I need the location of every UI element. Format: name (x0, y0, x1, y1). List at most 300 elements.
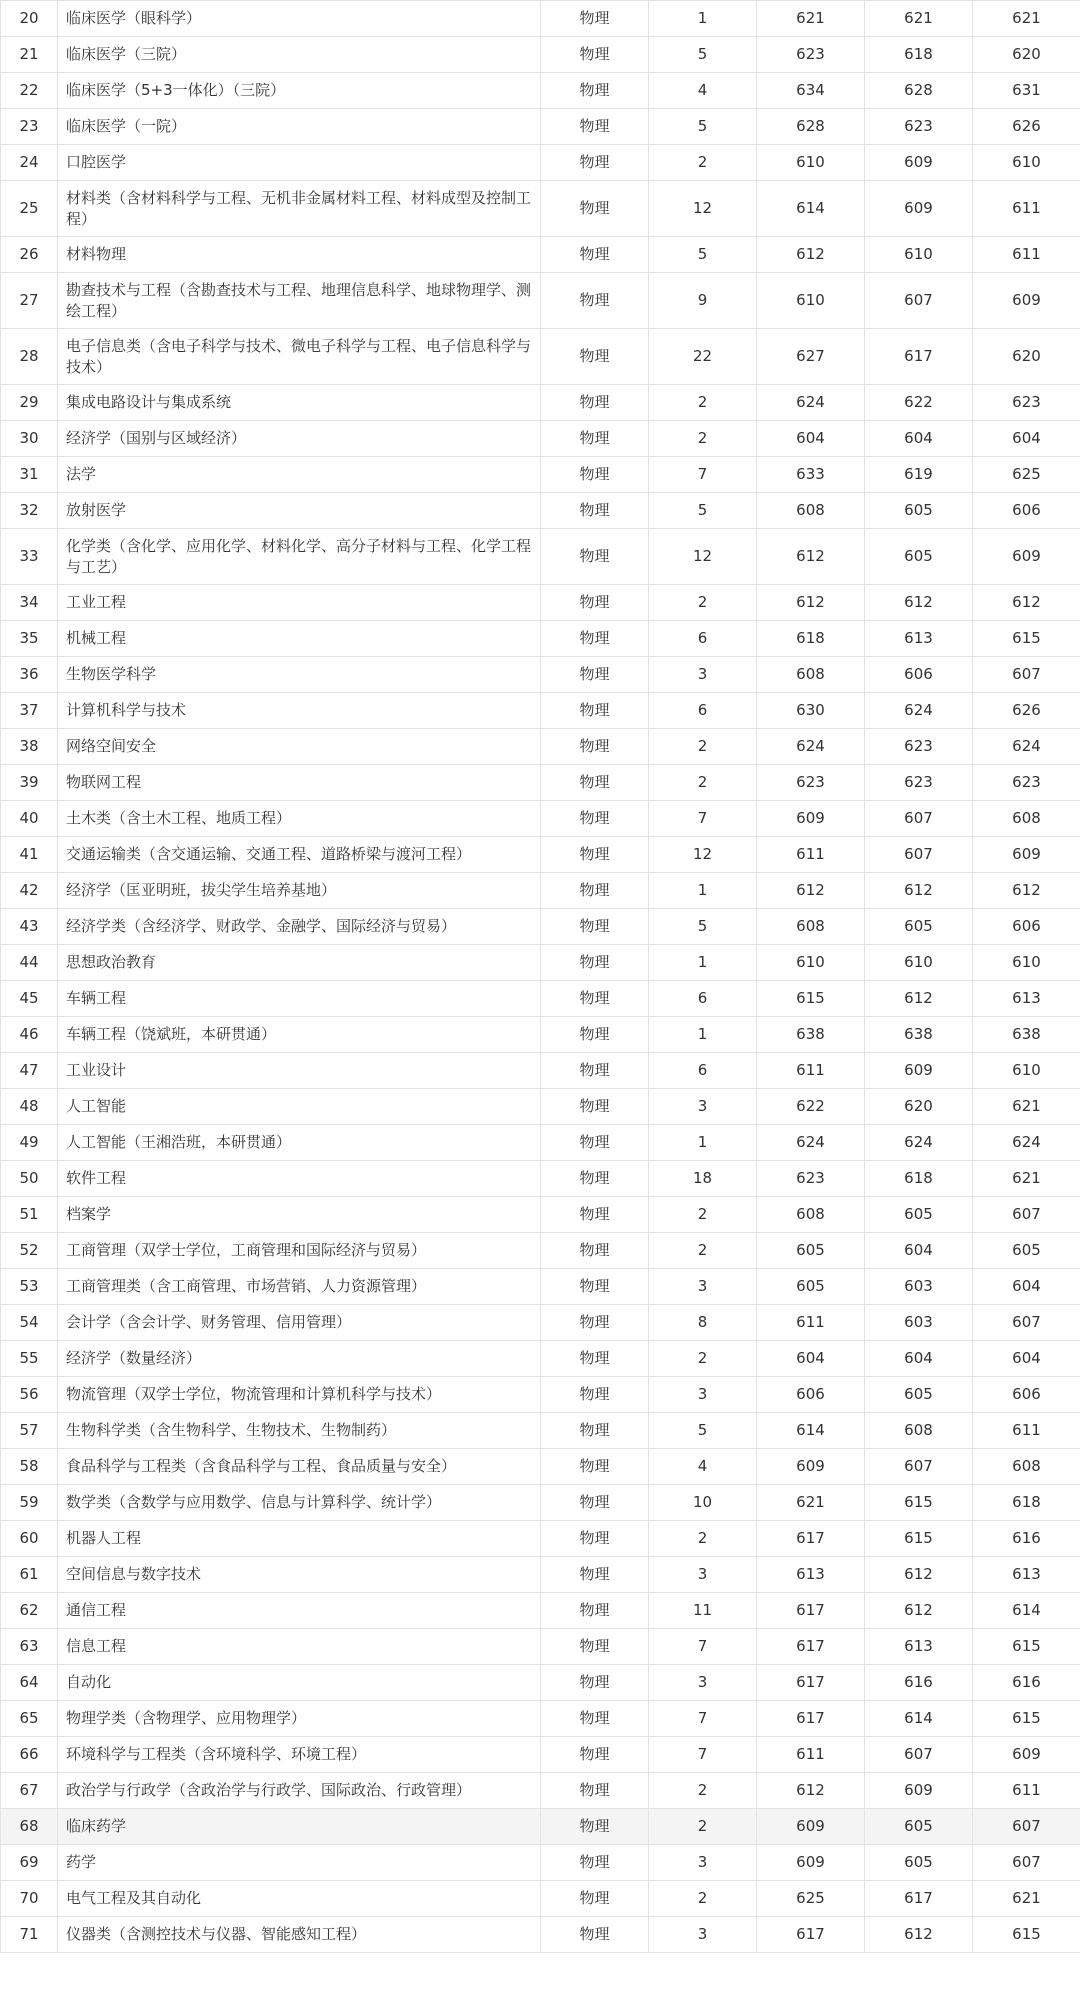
row-number-cell: 33 (1, 529, 58, 585)
row-number-cell: 54 (1, 1305, 58, 1341)
major-name-cell: 物联网工程 (58, 765, 541, 801)
table-row (1, 421, 1080, 457)
row-number-cell: 30 (1, 421, 58, 457)
plan-count-cell: 4 (649, 1449, 757, 1485)
subject-cell: 物理 (541, 1809, 649, 1845)
row-number-cell: 63 (1, 1629, 58, 1665)
table-row (1, 801, 1080, 837)
avg-score-cell: 631 (973, 73, 1080, 109)
table-row (1, 1089, 1080, 1125)
row-number-cell: 53 (1, 1269, 58, 1305)
table-row (1, 1197, 1080, 1233)
avg-score-cell: 616 (973, 1665, 1080, 1701)
subject-cell: 物理 (541, 873, 649, 909)
subject-cell: 物理 (541, 1053, 649, 1089)
plan-count-cell: 5 (649, 109, 757, 145)
avg-score-cell: 612 (973, 873, 1080, 909)
max-score-cell: 608 (757, 1197, 865, 1233)
max-score-cell: 612 (757, 529, 865, 585)
table-row (1, 1773, 1080, 1809)
subject-cell: 物理 (541, 421, 649, 457)
subject-cell: 物理 (541, 585, 649, 621)
plan-count-cell: 2 (649, 1773, 757, 1809)
plan-count-cell: 4 (649, 73, 757, 109)
max-score-cell: 622 (757, 1089, 865, 1125)
row-number-cell: 70 (1, 1881, 58, 1917)
max-score-cell: 612 (757, 873, 865, 909)
row-number-cell: 71 (1, 1917, 58, 1953)
row-number-cell: 68 (1, 1809, 58, 1845)
plan-count-cell: 2 (649, 1521, 757, 1557)
major-name-cell: 经济学类（含经济学、财政学、金融学、国际经济与贸易） (58, 909, 541, 945)
max-score-cell: 617 (757, 1701, 865, 1737)
major-name-cell: 材料物理 (58, 237, 541, 273)
max-score-cell: 610 (757, 273, 865, 329)
subject-cell: 物理 (541, 237, 649, 273)
major-name-cell: 政治学与行政学（含政治学与行政学、国际政治、行政管理） (58, 1773, 541, 1809)
major-name-cell: 通信工程 (58, 1593, 541, 1629)
avg-score-cell: 604 (973, 1269, 1080, 1305)
avg-score-cell: 610 (973, 1053, 1080, 1089)
table-row (1, 765, 1080, 801)
plan-count-cell: 2 (649, 585, 757, 621)
plan-count-cell: 7 (649, 1701, 757, 1737)
subject-cell: 物理 (541, 1557, 649, 1593)
subject-cell: 物理 (541, 73, 649, 109)
avg-score-cell: 608 (973, 1449, 1080, 1485)
min-score-cell: 609 (865, 1053, 973, 1089)
table-row (1, 837, 1080, 873)
row-number-cell: 28 (1, 329, 58, 385)
avg-score-cell: 615 (973, 1701, 1080, 1737)
min-score-cell: 605 (865, 1377, 973, 1413)
avg-score-cell: 610 (973, 945, 1080, 981)
major-name-cell: 档案学 (58, 1197, 541, 1233)
avg-score-cell: 607 (973, 657, 1080, 693)
table-row (1, 1125, 1080, 1161)
subject-cell: 物理 (541, 1377, 649, 1413)
major-name-cell: 环境科学与工程类（含环境科学、环境工程） (58, 1737, 541, 1773)
subject-cell: 物理 (541, 693, 649, 729)
plan-count-cell: 3 (649, 1377, 757, 1413)
subject-cell: 物理 (541, 1125, 649, 1161)
avg-score-cell: 625 (973, 457, 1080, 493)
min-score-cell: 614 (865, 1701, 973, 1737)
max-score-cell: 604 (757, 421, 865, 457)
subject-cell: 物理 (541, 1917, 649, 1953)
avg-score-cell: 611 (973, 181, 1080, 237)
min-score-cell: 628 (865, 73, 973, 109)
row-number-cell: 55 (1, 1341, 58, 1377)
major-name-cell: 临床医学（一院） (58, 109, 541, 145)
subject-cell: 物理 (541, 329, 649, 385)
min-score-cell: 612 (865, 585, 973, 621)
plan-count-cell: 7 (649, 801, 757, 837)
plan-count-cell: 2 (649, 385, 757, 421)
table-body (1, 1, 1080, 1953)
major-name-cell: 经济学（数量经济） (58, 1341, 541, 1377)
plan-count-cell: 5 (649, 1413, 757, 1449)
row-number-cell: 39 (1, 765, 58, 801)
subject-cell: 物理 (541, 1269, 649, 1305)
max-score-cell: 613 (757, 1557, 865, 1593)
avg-score-cell: 605 (973, 1233, 1080, 1269)
major-name-cell: 仪器类（含测控技术与仪器、智能感知工程） (58, 1917, 541, 1953)
min-score-cell: 616 (865, 1665, 973, 1701)
subject-cell: 物理 (541, 1485, 649, 1521)
avg-score-cell: 609 (973, 1737, 1080, 1773)
avg-score-cell: 611 (973, 1773, 1080, 1809)
table-row (1, 385, 1080, 421)
plan-count-cell: 12 (649, 529, 757, 585)
major-name-cell: 经济学（匡亚明班，拔尖学生培养基地） (58, 873, 541, 909)
row-number-cell: 42 (1, 873, 58, 909)
row-number-cell: 59 (1, 1485, 58, 1521)
subject-cell: 物理 (541, 1449, 649, 1485)
major-name-cell: 软件工程 (58, 1161, 541, 1197)
min-score-cell: 603 (865, 1269, 973, 1305)
max-score-cell: 624 (757, 1125, 865, 1161)
max-score-cell: 608 (757, 493, 865, 529)
table-row (1, 1665, 1080, 1701)
major-name-cell: 药学 (58, 1845, 541, 1881)
table-row (1, 1161, 1080, 1197)
major-name-cell: 机器人工程 (58, 1521, 541, 1557)
row-number-cell: 51 (1, 1197, 58, 1233)
max-score-cell: 621 (757, 1, 865, 37)
plan-count-cell: 3 (649, 1845, 757, 1881)
subject-cell: 物理 (541, 765, 649, 801)
table-row (1, 329, 1080, 385)
plan-count-cell: 12 (649, 837, 757, 873)
plan-count-cell: 6 (649, 981, 757, 1017)
major-name-cell: 思想政治教育 (58, 945, 541, 981)
table-row (1, 693, 1080, 729)
table-row (1, 621, 1080, 657)
avg-score-cell: 608 (973, 801, 1080, 837)
row-number-cell: 60 (1, 1521, 58, 1557)
max-score-cell: 609 (757, 1449, 865, 1485)
table-row (1, 145, 1080, 181)
min-score-cell: 608 (865, 1413, 973, 1449)
row-number-cell: 32 (1, 493, 58, 529)
subject-cell: 物理 (541, 273, 649, 329)
max-score-cell: 625 (757, 1881, 865, 1917)
avg-score-cell: 615 (973, 1917, 1080, 1953)
table-row (1, 1593, 1080, 1629)
min-score-cell: 613 (865, 621, 973, 657)
avg-score-cell: 624 (973, 729, 1080, 765)
subject-cell: 物理 (541, 457, 649, 493)
plan-count-cell: 7 (649, 1629, 757, 1665)
plan-count-cell: 1 (649, 945, 757, 981)
avg-score-cell: 615 (973, 621, 1080, 657)
min-score-cell: 623 (865, 109, 973, 145)
plan-count-cell: 1 (649, 873, 757, 909)
subject-cell: 物理 (541, 945, 649, 981)
avg-score-cell: 609 (973, 837, 1080, 873)
max-score-cell: 605 (757, 1233, 865, 1269)
avg-score-cell: 623 (973, 385, 1080, 421)
avg-score-cell: 621 (973, 1161, 1080, 1197)
table-row (1, 1305, 1080, 1341)
max-score-cell: 605 (757, 1269, 865, 1305)
major-name-cell: 工业设计 (58, 1053, 541, 1089)
table-row (1, 529, 1080, 585)
min-score-cell: 615 (865, 1521, 973, 1557)
max-score-cell: 623 (757, 37, 865, 73)
subject-cell: 物理 (541, 1701, 649, 1737)
subject-cell: 物理 (541, 181, 649, 237)
table-row (1, 109, 1080, 145)
plan-count-cell: 1 (649, 1017, 757, 1053)
max-score-cell: 617 (757, 1917, 865, 1953)
min-score-cell: 623 (865, 729, 973, 765)
table-row (1, 1629, 1080, 1665)
row-number-cell: 66 (1, 1737, 58, 1773)
subject-cell: 物理 (541, 1881, 649, 1917)
min-score-cell: 624 (865, 1125, 973, 1161)
subject-cell: 物理 (541, 729, 649, 765)
plan-count-cell: 5 (649, 237, 757, 273)
major-name-cell: 自动化 (58, 1665, 541, 1701)
max-score-cell: 621 (757, 1485, 865, 1521)
table-row (1, 873, 1080, 909)
major-name-cell: 口腔医学 (58, 145, 541, 181)
min-score-cell: 618 (865, 37, 973, 73)
max-score-cell: 615 (757, 981, 865, 1017)
avg-score-cell: 604 (973, 421, 1080, 457)
table-row (1, 981, 1080, 1017)
avg-score-cell: 612 (973, 585, 1080, 621)
table-row (1, 273, 1080, 329)
max-score-cell: 612 (757, 1773, 865, 1809)
plan-count-cell: 3 (649, 1665, 757, 1701)
subject-cell: 物理 (541, 837, 649, 873)
subject-cell: 物理 (541, 1737, 649, 1773)
min-score-cell: 605 (865, 1197, 973, 1233)
plan-count-cell: 2 (649, 1197, 757, 1233)
major-name-cell: 工业工程 (58, 585, 541, 621)
min-score-cell: 604 (865, 1341, 973, 1377)
max-score-cell: 611 (757, 1053, 865, 1089)
major-name-cell: 化学类（含化学、应用化学、材料化学、高分子材料与工程、化学工程与工艺） (58, 529, 541, 585)
table-row (1, 1, 1080, 37)
subject-cell: 物理 (541, 621, 649, 657)
min-score-cell: 619 (865, 457, 973, 493)
table-row (1, 37, 1080, 73)
min-score-cell: 617 (865, 329, 973, 385)
plan-count-cell: 11 (649, 1593, 757, 1629)
subject-cell: 物理 (541, 1305, 649, 1341)
max-score-cell: 611 (757, 1737, 865, 1773)
avg-score-cell: 607 (973, 1809, 1080, 1845)
subject-cell: 物理 (541, 1089, 649, 1125)
row-number-cell: 31 (1, 457, 58, 493)
avg-score-cell: 623 (973, 765, 1080, 801)
major-name-cell: 工商管理类（含工商管理、市场营销、人力资源管理） (58, 1269, 541, 1305)
major-name-cell: 经济学（国别与区域经济） (58, 421, 541, 457)
row-number-cell: 21 (1, 37, 58, 73)
table-row (1, 237, 1080, 273)
min-score-cell: 612 (865, 1917, 973, 1953)
row-number-cell: 41 (1, 837, 58, 873)
subject-cell: 物理 (541, 1665, 649, 1701)
min-score-cell: 622 (865, 385, 973, 421)
row-number-cell: 38 (1, 729, 58, 765)
major-name-cell: 物流管理（双学士学位，物流管理和计算机科学与技术） (58, 1377, 541, 1413)
row-number-cell: 48 (1, 1089, 58, 1125)
max-score-cell: 617 (757, 1629, 865, 1665)
min-score-cell: 604 (865, 1233, 973, 1269)
avg-score-cell: 606 (973, 493, 1080, 529)
subject-cell: 物理 (541, 1, 649, 37)
min-score-cell: 623 (865, 765, 973, 801)
row-number-cell: 44 (1, 945, 58, 981)
major-name-cell: 临床医学（眼科学） (58, 1, 541, 37)
plan-count-cell: 1 (649, 1, 757, 37)
major-name-cell: 临床医学（5+3一体化）（三院） (58, 73, 541, 109)
avg-score-cell: 626 (973, 109, 1080, 145)
plan-count-cell: 5 (649, 493, 757, 529)
row-number-cell: 27 (1, 273, 58, 329)
plan-count-cell: 5 (649, 37, 757, 73)
subject-cell: 物理 (541, 909, 649, 945)
min-score-cell: 618 (865, 1161, 973, 1197)
avg-score-cell: 620 (973, 329, 1080, 385)
major-name-cell: 人工智能 (58, 1089, 541, 1125)
major-name-cell: 临床医学（三院） (58, 37, 541, 73)
min-score-cell: 609 (865, 145, 973, 181)
major-name-cell: 放射医学 (58, 493, 541, 529)
max-score-cell: 608 (757, 909, 865, 945)
major-name-cell: 空间信息与数字技术 (58, 1557, 541, 1593)
row-number-cell: 50 (1, 1161, 58, 1197)
major-name-cell: 工商管理（双学士学位，工商管理和国际经济与贸易） (58, 1233, 541, 1269)
major-name-cell: 电气工程及其自动化 (58, 1881, 541, 1917)
plan-count-cell: 18 (649, 1161, 757, 1197)
row-number-cell: 47 (1, 1053, 58, 1089)
subject-cell: 物理 (541, 1413, 649, 1449)
min-score-cell: 606 (865, 657, 973, 693)
plan-count-cell: 7 (649, 457, 757, 493)
min-score-cell: 605 (865, 1845, 973, 1881)
max-score-cell: 608 (757, 657, 865, 693)
table-row (1, 1809, 1080, 1845)
subject-cell: 物理 (541, 529, 649, 585)
avg-score-cell: 621 (973, 1881, 1080, 1917)
table-row (1, 657, 1080, 693)
subject-cell: 物理 (541, 493, 649, 529)
row-number-cell: 34 (1, 585, 58, 621)
row-number-cell: 49 (1, 1125, 58, 1161)
max-score-cell: 633 (757, 457, 865, 493)
avg-score-cell: 611 (973, 237, 1080, 273)
plan-count-cell: 2 (649, 1341, 757, 1377)
min-score-cell: 605 (865, 1809, 973, 1845)
table-row (1, 1017, 1080, 1053)
max-score-cell: 617 (757, 1593, 865, 1629)
max-score-cell: 604 (757, 1341, 865, 1377)
avg-score-cell: 616 (973, 1521, 1080, 1557)
table-row (1, 585, 1080, 621)
plan-count-cell: 10 (649, 1485, 757, 1521)
min-score-cell: 605 (865, 529, 973, 585)
major-name-cell: 信息工程 (58, 1629, 541, 1665)
avg-score-cell: 626 (973, 693, 1080, 729)
max-score-cell: 614 (757, 1413, 865, 1449)
min-score-cell: 605 (865, 909, 973, 945)
major-name-cell: 机械工程 (58, 621, 541, 657)
table-row (1, 1269, 1080, 1305)
max-score-cell: 638 (757, 1017, 865, 1053)
row-number-cell: 46 (1, 1017, 58, 1053)
major-name-cell: 计算机科学与技术 (58, 693, 541, 729)
major-name-cell: 食品科学与工程类（含食品科学与工程、食品质量与安全） (58, 1449, 541, 1485)
min-score-cell: 612 (865, 1557, 973, 1593)
min-score-cell: 603 (865, 1305, 973, 1341)
plan-count-cell: 3 (649, 1089, 757, 1125)
max-score-cell: 609 (757, 1809, 865, 1845)
row-number-cell: 57 (1, 1413, 58, 1449)
max-score-cell: 630 (757, 693, 865, 729)
min-score-cell: 620 (865, 1089, 973, 1125)
table-row (1, 1485, 1080, 1521)
major-name-cell: 勘查技术与工程（含勘查技术与工程、地理信息科学、地球物理学、测绘工程） (58, 273, 541, 329)
subject-cell: 物理 (541, 1233, 649, 1269)
avg-score-cell: 638 (973, 1017, 1080, 1053)
min-score-cell: 607 (865, 837, 973, 873)
min-score-cell: 607 (865, 1449, 973, 1485)
min-score-cell: 638 (865, 1017, 973, 1053)
max-score-cell: 627 (757, 329, 865, 385)
row-number-cell: 62 (1, 1593, 58, 1629)
row-number-cell: 25 (1, 181, 58, 237)
avg-score-cell: 624 (973, 1125, 1080, 1161)
max-score-cell: 634 (757, 73, 865, 109)
max-score-cell: 617 (757, 1521, 865, 1557)
row-number-cell: 65 (1, 1701, 58, 1737)
major-name-cell: 法学 (58, 457, 541, 493)
row-number-cell: 24 (1, 145, 58, 181)
min-score-cell: 624 (865, 693, 973, 729)
min-score-cell: 610 (865, 237, 973, 273)
subject-cell: 物理 (541, 109, 649, 145)
row-number-cell: 29 (1, 385, 58, 421)
row-number-cell: 40 (1, 801, 58, 837)
max-score-cell: 624 (757, 729, 865, 765)
max-score-cell: 614 (757, 181, 865, 237)
plan-count-cell: 6 (649, 693, 757, 729)
max-score-cell: 628 (757, 109, 865, 145)
plan-count-cell: 12 (649, 181, 757, 237)
max-score-cell: 612 (757, 585, 865, 621)
table-row (1, 1845, 1080, 1881)
subject-cell: 物理 (541, 1197, 649, 1233)
min-score-cell: 609 (865, 181, 973, 237)
major-name-cell: 数学类（含数学与应用数学、信息与计算科学、统计学） (58, 1485, 541, 1521)
plan-count-cell: 8 (649, 1305, 757, 1341)
plan-count-cell: 2 (649, 1233, 757, 1269)
max-score-cell: 611 (757, 837, 865, 873)
row-number-cell: 23 (1, 109, 58, 145)
subject-cell: 物理 (541, 1593, 649, 1629)
table-row (1, 493, 1080, 529)
subject-cell: 物理 (541, 981, 649, 1017)
avg-score-cell: 613 (973, 1557, 1080, 1593)
avg-score-cell: 618 (973, 1485, 1080, 1521)
row-number-cell: 64 (1, 1665, 58, 1701)
